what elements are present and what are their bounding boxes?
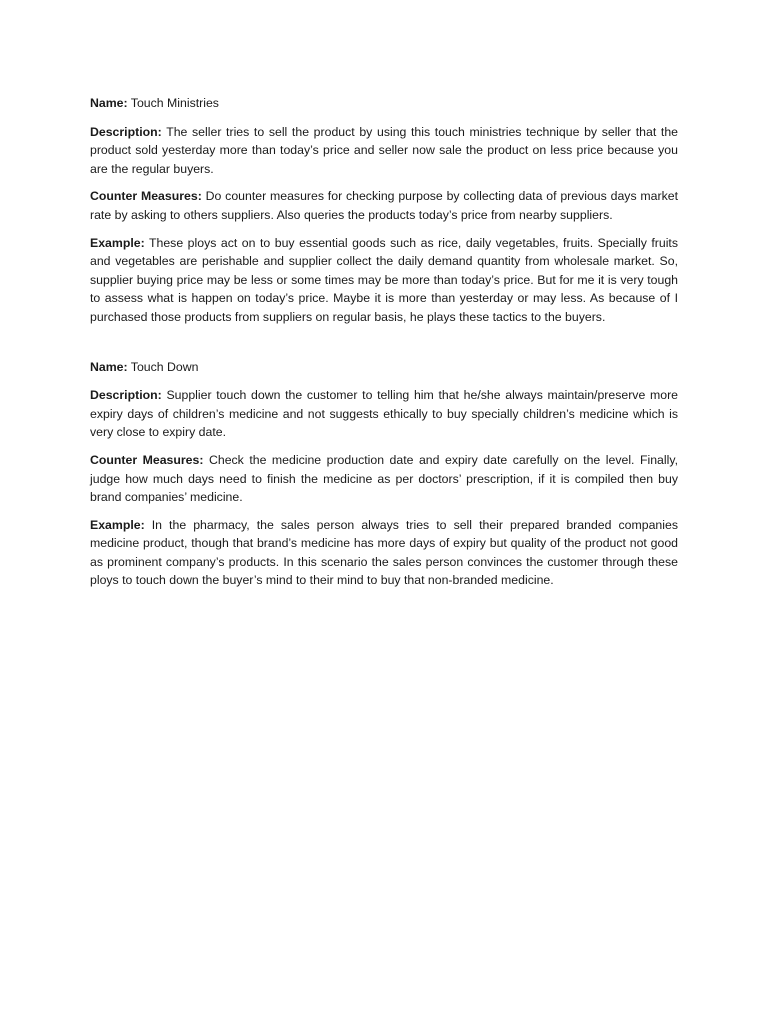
counter-measures-text: Check the medicine production date and expiry date carefully on the level. Finally, judge how much days need to finish the medicine as per doctors’ prescription, if it is compiled then buy brand companies’ medicine. xyxy=(90,452,678,505)
name-value: Touch Ministries xyxy=(130,96,219,110)
example-paragraph xyxy=(90,234,678,327)
counter-measures-text: Do counter measures for checking purpose by collecting data of previous days market rate by asking to others suppliers. Also queries the products today’s price from nearby suppliers. xyxy=(90,189,678,222)
description-text: The seller tries to sell the product by using this touch ministries technique by seller that the product sold yesterday more than today’s price and seller now sale the product on less price because you are the regular buyers. xyxy=(90,124,679,176)
example-label: Example: xyxy=(90,517,145,532)
section-name xyxy=(90,358,678,377)
description-paragraph xyxy=(90,386,678,442)
description-text: Supplier touch down the customer to telling him that he/she always maintain/preserve more expiry days of children’s medicine and not suggests ethically to buy specially children’s medicine which is very close to expiry date. xyxy=(90,388,678,440)
section-touch-down xyxy=(90,358,678,591)
counter-measures-paragraph xyxy=(90,451,678,507)
counter-measures-label: Counter Measures: xyxy=(90,452,204,467)
name-label: Name: xyxy=(90,96,128,110)
name-label: Name: xyxy=(90,359,128,374)
counter-measures-label: Counter Measures: xyxy=(90,189,202,204)
section-touch-ministries xyxy=(90,94,678,327)
example-text: In the pharmacy, the sales person always tries to sell their prepared branded companies medicine product, though that brand’s medicine has more days of expiry but quality of the product not good as prominent company’s products. In this scenario the sales person convinces the customer through these ploys to touch down the buyer’s mind to their mind to buy that non-branded medicine. xyxy=(90,517,678,588)
description-label: Description: xyxy=(90,388,162,403)
description-label: Description: xyxy=(90,124,162,139)
counter-measures-paragraph xyxy=(90,187,678,224)
section-name xyxy=(90,94,678,113)
example-text: These ploys act on to buy essential goods such as rice, daily vegetables, fruits. Specially fruits and vegetables are perishable and supplier collect the daily demand quantity from wholesale market. So, supplier buying price may be less or some times may be more than today’s price. But for me it is very tough to assess what is happen on today’s price. Maybe it is more than yesterday or may less. As because of I purchased those products from suppliers on regular basis, he plays these tactics to the buyers. xyxy=(90,235,678,324)
description-paragraph xyxy=(90,123,678,179)
example-paragraph xyxy=(90,516,678,590)
name-value: Touch Down xyxy=(130,359,199,374)
example-label: Example: xyxy=(90,235,145,250)
